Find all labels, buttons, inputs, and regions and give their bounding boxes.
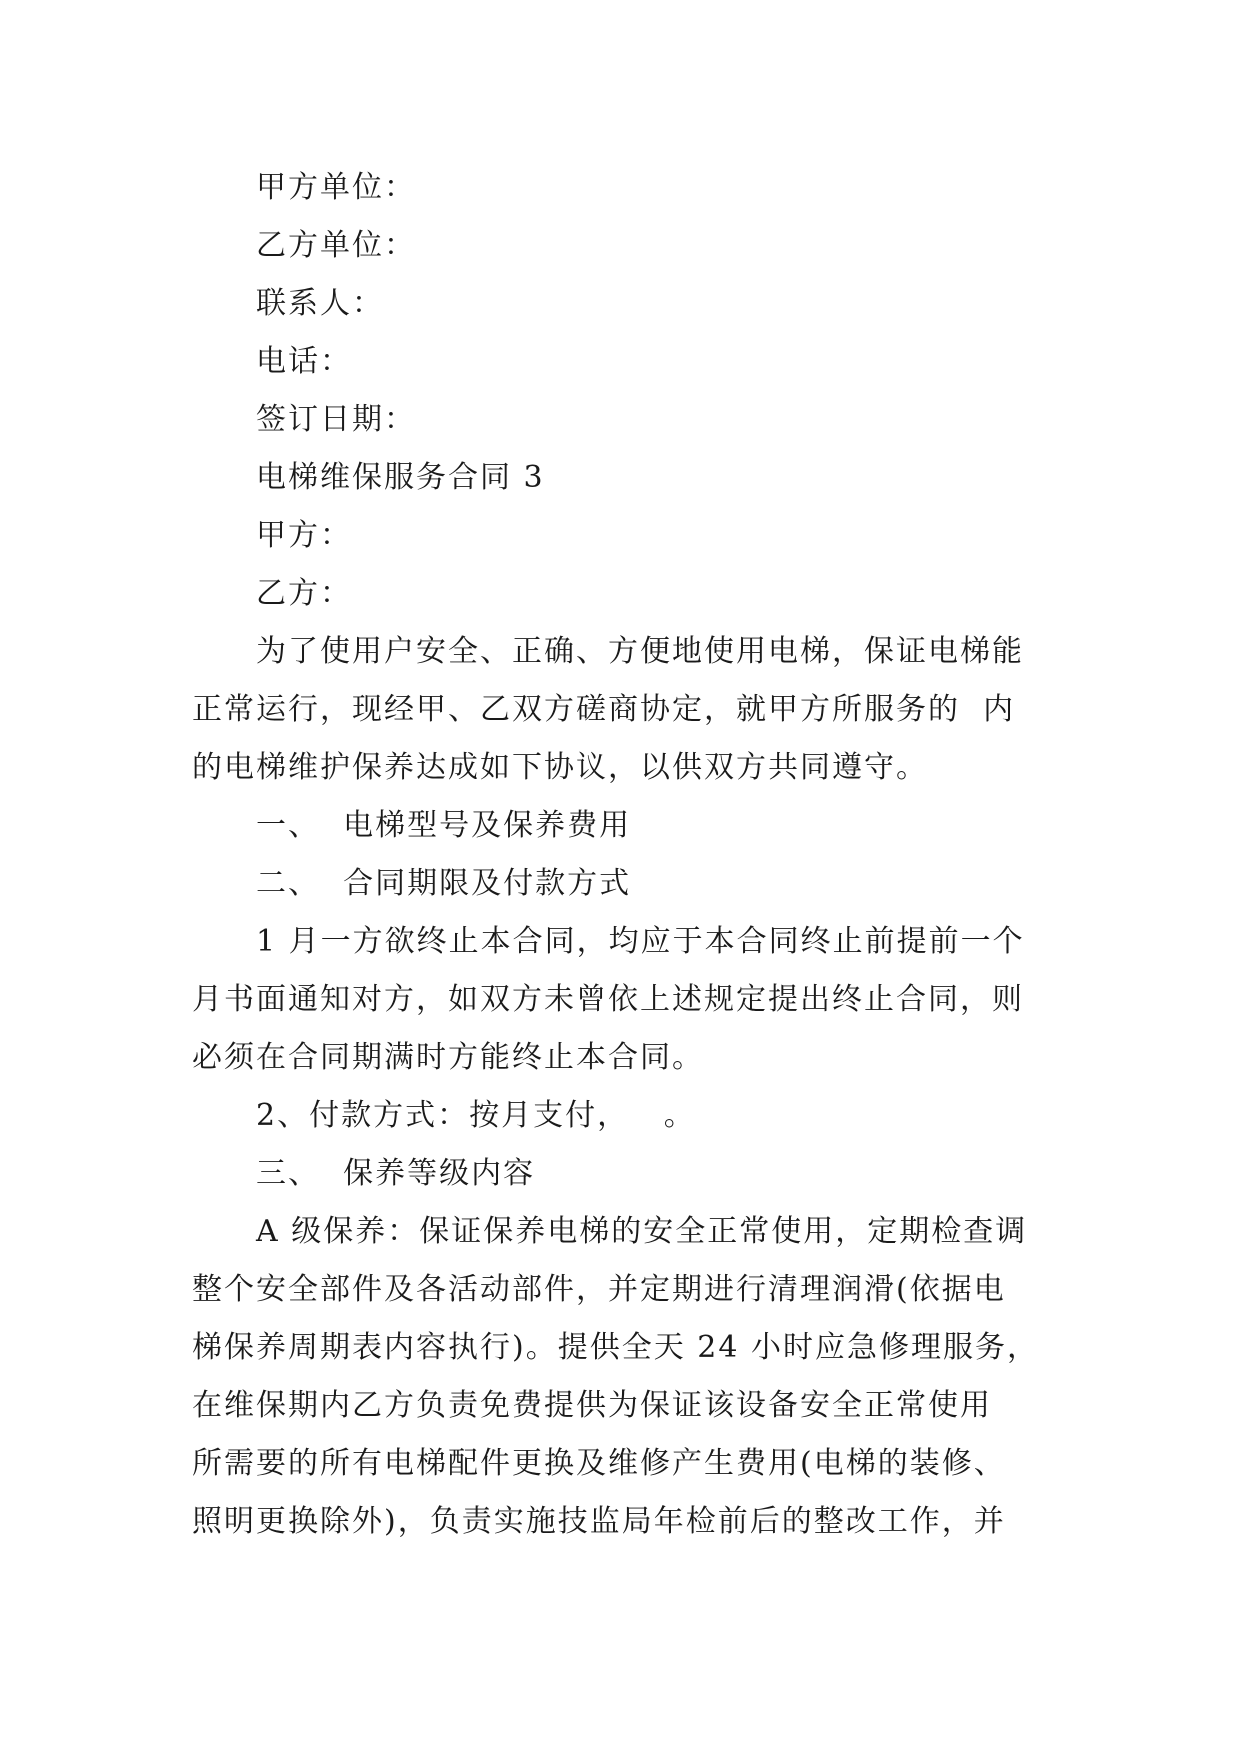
field-phone: 电话： xyxy=(256,344,352,379)
grade-line: 照明更换除外)，负责实施技监局年检前后的整改工作，并 xyxy=(192,1504,1006,1539)
party-b-label: 乙方： xyxy=(256,576,352,611)
term-line: 1 月一方欲终止本合同，均应于本合同终止前提前一个 xyxy=(256,924,1025,959)
grade-line: 所需要的所有电梯配件更换及维修产生费用(电梯的装修、 xyxy=(192,1446,1006,1481)
grade-line: 梯保养周期表内容执行)。提供全天 24 小时应急修理服务， xyxy=(192,1330,1039,1365)
intro-line: 为了使用户安全、正确、方便地使用电梯，保证电梯能 xyxy=(256,634,1024,669)
party-a-label: 甲方： xyxy=(256,518,352,553)
grade-line: 在维保期内乙方负责免费提供为保证该设备安全正常使用 xyxy=(192,1388,992,1423)
intro-line: 正常运行，现经甲、乙双方磋商协定，就甲方所服务的 内 xyxy=(192,692,1016,727)
term-line: 月书面通知对方，如双方未曾依上述规定提出终止合同，则 xyxy=(192,982,1024,1017)
field-party-b-unit: 乙方单位： xyxy=(256,228,416,263)
section-heading-2: 二、 合同期限及付款方式 xyxy=(256,866,632,901)
payment-method: 2、付款方式：按月支付， 。 xyxy=(256,1098,696,1133)
intro-line: 的电梯维护保养达成如下协议，以供双方共同遵守。 xyxy=(192,750,928,785)
term-line: 必须在合同期满时方能终止本合同。 xyxy=(192,1040,704,1075)
field-party-a-unit: 甲方单位： xyxy=(256,170,416,205)
document-body xyxy=(192,159,1060,1551)
field-sign-date: 签订日期： xyxy=(256,402,416,437)
section-heading-3: 三、 保养等级内容 xyxy=(256,1156,536,1191)
grade-line: 整个安全部件及各活动部件，并定期进行清理润滑(依据电 xyxy=(192,1272,1006,1307)
section-heading-1: 一、 电梯型号及保养费用 xyxy=(256,808,632,843)
field-contact: 联系人： xyxy=(256,286,384,321)
contract-title: 电梯维保服务合同 3 xyxy=(256,460,545,495)
grade-line: A 级保养：保证保养电梯的安全正常使用，定期检查调 xyxy=(256,1214,1028,1249)
